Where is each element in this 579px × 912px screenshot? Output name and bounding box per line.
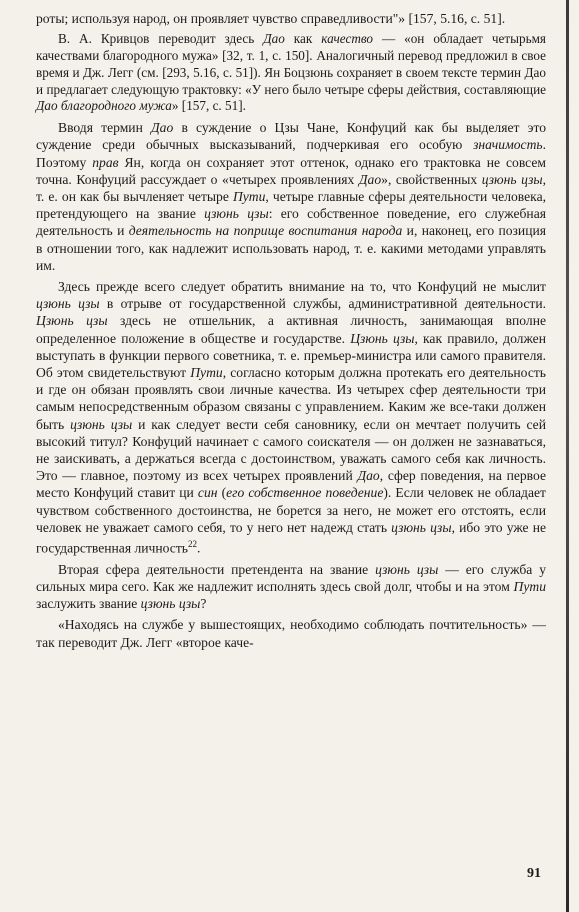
paragraph-junzi-service: Здесь прежде всего следует обратить внимание на то, что Конфуций не мыслит цзюнь цзы в отрыве от государственной службы, административной деятельности. Цзюнь цзы здесь не отшельник, а активная личность, занимающая вполне определенное положение в обществе и государстве. Цзюнь цзы, как правило, должен выступать в функции первого советника, т. е. премьер-министра или самого правителя. Об этом свидетельствуют Пути, согласно которым должна протекать его деятельность и где он обязан проявлять свои личные качества. Из четырех сфер деятельности три самым непосредственным образом связаны с управлением. Каким же все-таки должен быть цзюнь цзы и как следует вести себя сановнику, если он мечтает получить сей высокий титул? Конфуций начинает с самого соискателя — он должен не зазнаваться, не заискивать, а держаться всегда с достоинством, уважать самого себя как личность. Это — главное, поэтому из всех четырех проявлений Дао, сфер поведения, на первое место Конфуций ставит ци син (его собственное поведение). Если человек не обладает чувством собственного достоинства, не борется за него, не может его отстоять, если человек не уважает самого себя, то у него нет надежд стать цзюнь цзы, ибо это уже не государственная личность$^{22}$. bbox=[36, 279, 547, 556]
paragraph-legge-quote: «Находясь на службе у вышестоящих, необходимо соблюдать почтительность» — так переводит Дж. Легг «второе каче- bbox=[36, 617, 546, 650]
paragraph-dao-judgement: Вводя термин Дао в суждение о Цзы Чане, Конфуций как бы выделяет это суждение среди обычных высказываний, подчеркивая его особую значимость. Поэтому прав Ян, когда он сохраняет этот оттенок, однако его трактовка не совсем точна. Конфуций рассуждает о «четырех проявлениях Дао», свойственных цзюнь цзы, т. е. он как бы вычленяет четыре Пути, четыре главные сферы деятельности человека, претендующего на звание цзюнь цзы: его собственное поведение, его служебная деятельность и деятельность на поприще воспитания народа и, наконец, его позиция в отношении того, как надлежит использовать народ, т. е. какими методами управлять им. bbox=[36, 120, 547, 273]
page-number: 91 bbox=[527, 866, 541, 881]
paragraph-continuation: роты; используя народ, он проявляет чувство справедливости"» [157, 5.16, с. 51]. bbox=[36, 11, 506, 26]
body-text bbox=[36, 10, 546, 651]
page-edge-shadow bbox=[566, 0, 569, 912]
paragraph-kriv-translation: В. А. Кривцов переводит здесь Дао как качество — «он обладает четырьмя качествами благородного мужа» [32, т. 1, с. 150]. Аналогичный перевод предложил в свое время и Дж. Легг (см. [293, 5.16, с. 51]). Ян Боцзюнь сохраняет в своем тексте термин Дао и предлагает следующую трактовку: «У него было четыре сферы действия, составляющие Дао благородного мужа» [157, с. 51]. bbox=[36, 31, 547, 114]
paragraph-second-sphere: Вторая сфера деятельности претендента на звание цзюнь цзы — его служба у сильных мира сего. Как же надлежит исполнять здесь свой долг, чтобы и на этом Пути заслужить звание цзюнь цзы? bbox=[36, 561, 546, 612]
